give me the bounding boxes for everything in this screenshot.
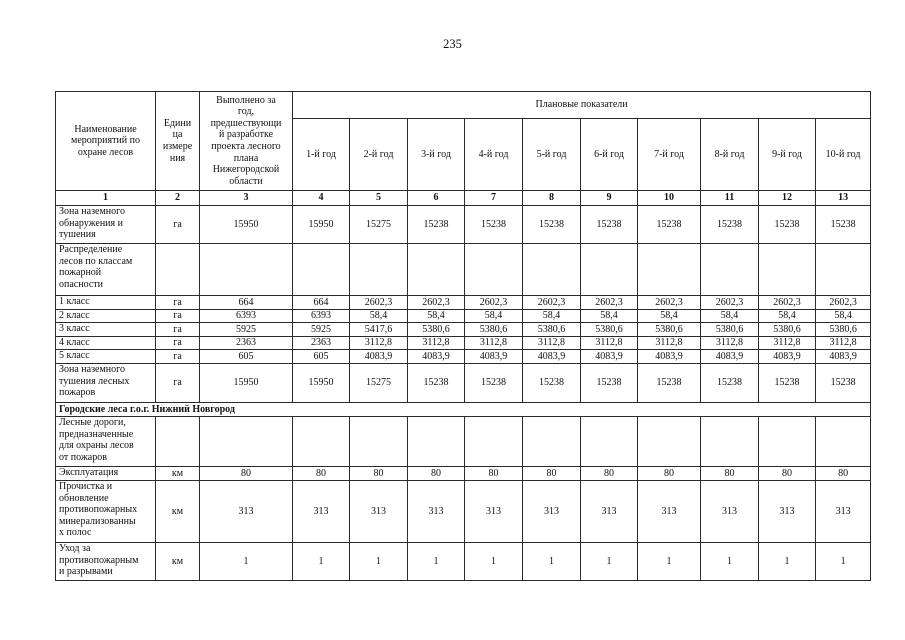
row-name: 3 класс xyxy=(56,323,156,337)
row-value: 58,4 xyxy=(465,309,523,323)
column-number: 2 xyxy=(156,191,200,206)
row-value: 1 xyxy=(408,542,465,580)
row-value: 2602,3 xyxy=(701,296,759,310)
row-done: 5925 xyxy=(200,323,293,337)
row-value: 15238 xyxy=(581,363,638,402)
row-value: 15238 xyxy=(759,363,816,402)
row-unit xyxy=(156,244,200,296)
row-name: 4 класс xyxy=(56,336,156,350)
column-number: 10 xyxy=(638,191,701,206)
header-name: Наименование мероприятий по охране лесов xyxy=(56,92,156,191)
row-unit: га xyxy=(156,350,200,364)
table-body xyxy=(56,206,871,581)
row-value: 3112,8 xyxy=(350,336,408,350)
row-name: Уход за противопожарным и разрывами xyxy=(56,542,156,580)
row-value: 4083,9 xyxy=(465,350,523,364)
row-value: 2602,3 xyxy=(581,296,638,310)
row-value xyxy=(408,244,465,296)
row-value: 4083,9 xyxy=(350,350,408,364)
row-done: 1 xyxy=(200,542,293,580)
row-done: 2363 xyxy=(200,336,293,350)
row-value: 15238 xyxy=(523,363,581,402)
row-name: Зона наземного обнаружения и тушения xyxy=(56,206,156,244)
row-value: 15238 xyxy=(408,363,465,402)
row-value: 15238 xyxy=(465,363,523,402)
row-value: 313 xyxy=(293,480,350,542)
row-value xyxy=(408,416,465,466)
row-value xyxy=(816,416,871,466)
section-title: Городские леса г.о.г. Нижний Новгород xyxy=(56,402,871,416)
column-number: 6 xyxy=(408,191,465,206)
table-row xyxy=(56,416,871,466)
row-value: 80 xyxy=(759,466,816,480)
row-value xyxy=(465,244,523,296)
row-value xyxy=(581,244,638,296)
row-name: Лесные дороги, предназначенные для охраны лесов от пожаров xyxy=(56,416,156,466)
header-year: 9-й год xyxy=(759,119,816,191)
row-done: 6393 xyxy=(200,309,293,323)
row-value: 6393 xyxy=(293,309,350,323)
row-value: 80 xyxy=(408,466,465,480)
row-value: 2602,3 xyxy=(350,296,408,310)
row-value: 3112,8 xyxy=(701,336,759,350)
row-value xyxy=(638,416,701,466)
row-value xyxy=(816,244,871,296)
header-year: 1-й год xyxy=(293,119,350,191)
header-row-1 xyxy=(56,92,871,119)
row-value: 3112,8 xyxy=(408,336,465,350)
row-value: 313 xyxy=(581,480,638,542)
header-year: 5-й год xyxy=(523,119,581,191)
row-value: 2602,3 xyxy=(816,296,871,310)
row-value: 5380,6 xyxy=(523,323,581,337)
column-number: 4 xyxy=(293,191,350,206)
row-value: 15275 xyxy=(350,363,408,402)
row-value xyxy=(759,416,816,466)
row-value: 5925 xyxy=(293,323,350,337)
row-value xyxy=(759,244,816,296)
row-value: 3112,8 xyxy=(759,336,816,350)
row-value: 1 xyxy=(759,542,816,580)
row-value: 5380,6 xyxy=(581,323,638,337)
row-value: 1 xyxy=(350,542,408,580)
row-unit: га xyxy=(156,336,200,350)
row-value: 2602,3 xyxy=(638,296,701,310)
row-value: 3112,8 xyxy=(523,336,581,350)
row-done: 313 xyxy=(200,480,293,542)
row-value: 4083,9 xyxy=(581,350,638,364)
fire-protection-table xyxy=(55,91,871,581)
row-value: 15238 xyxy=(759,206,816,244)
row-name: Распределение лесов по классам пожарной опасности xyxy=(56,244,156,296)
header-year: 2-й год xyxy=(350,119,408,191)
row-value: 80 xyxy=(293,466,350,480)
header-year: 3-й год xyxy=(408,119,465,191)
column-number: 8 xyxy=(523,191,581,206)
row-value: 15950 xyxy=(293,206,350,244)
row-value: 2363 xyxy=(293,336,350,350)
row-value xyxy=(350,244,408,296)
row-value: 664 xyxy=(293,296,350,310)
row-unit: га xyxy=(156,323,200,337)
row-value: 5380,6 xyxy=(638,323,701,337)
row-unit: га xyxy=(156,309,200,323)
row-name: 5 класс xyxy=(56,350,156,364)
row-value: 313 xyxy=(816,480,871,542)
row-value: 1 xyxy=(465,542,523,580)
table-row xyxy=(56,336,871,350)
table-row xyxy=(56,363,871,402)
row-value: 58,4 xyxy=(638,309,701,323)
row-value: 15238 xyxy=(816,363,871,402)
row-value xyxy=(701,416,759,466)
header-year: 6-й год xyxy=(581,119,638,191)
table-row xyxy=(56,296,871,310)
row-value: 15238 xyxy=(638,363,701,402)
row-value: 80 xyxy=(816,466,871,480)
row-value: 80 xyxy=(523,466,581,480)
table-row xyxy=(56,350,871,364)
row-value xyxy=(701,244,759,296)
row-value: 2602,3 xyxy=(465,296,523,310)
row-value: 313 xyxy=(408,480,465,542)
row-value: 313 xyxy=(523,480,581,542)
table-row xyxy=(56,480,871,542)
row-value: 2602,3 xyxy=(759,296,816,310)
row-value: 1 xyxy=(638,542,701,580)
column-number-row xyxy=(56,191,871,206)
row-value: 58,4 xyxy=(581,309,638,323)
row-value: 80 xyxy=(465,466,523,480)
row-value: 15238 xyxy=(581,206,638,244)
row-done xyxy=(200,416,293,466)
row-value: 15238 xyxy=(465,206,523,244)
row-value: 1 xyxy=(293,542,350,580)
row-unit: га xyxy=(156,206,200,244)
row-name: Эксплуатация xyxy=(56,466,156,480)
row-value: 15238 xyxy=(701,363,759,402)
row-value: 3112,8 xyxy=(638,336,701,350)
row-value: 80 xyxy=(350,466,408,480)
column-number: 7 xyxy=(465,191,523,206)
row-name: Прочистка и обновление противопожарных минерализованны х полос xyxy=(56,480,156,542)
row-value: 5417,6 xyxy=(350,323,408,337)
row-value: 313 xyxy=(701,480,759,542)
row-value: 15238 xyxy=(523,206,581,244)
row-value: 1 xyxy=(701,542,759,580)
row-unit: км xyxy=(156,542,200,580)
row-value xyxy=(293,244,350,296)
row-value xyxy=(523,244,581,296)
row-value: 313 xyxy=(638,480,701,542)
row-value: 80 xyxy=(638,466,701,480)
row-value: 1 xyxy=(523,542,581,580)
row-value: 5380,6 xyxy=(701,323,759,337)
row-value: 15950 xyxy=(293,363,350,402)
row-done: 80 xyxy=(200,466,293,480)
column-number: 12 xyxy=(759,191,816,206)
header-unit: Едини ца измере ния xyxy=(156,92,200,191)
row-value: 4083,9 xyxy=(408,350,465,364)
row-value: 5380,6 xyxy=(408,323,465,337)
table-row xyxy=(56,542,871,580)
row-value: 313 xyxy=(759,480,816,542)
row-value: 3112,8 xyxy=(581,336,638,350)
row-value: 1 xyxy=(581,542,638,580)
row-value: 4083,9 xyxy=(638,350,701,364)
table-row xyxy=(56,323,871,337)
row-unit xyxy=(156,416,200,466)
row-value: 80 xyxy=(581,466,638,480)
row-value xyxy=(350,416,408,466)
table-row xyxy=(56,206,871,244)
row-unit: га xyxy=(156,363,200,402)
row-name: 2 класс xyxy=(56,309,156,323)
row-value: 4083,9 xyxy=(523,350,581,364)
table-row xyxy=(56,466,871,480)
header-year: 4-й год xyxy=(465,119,523,191)
row-done: 664 xyxy=(200,296,293,310)
row-value: 5380,6 xyxy=(759,323,816,337)
row-value: 313 xyxy=(350,480,408,542)
column-number: 1 xyxy=(56,191,156,206)
row-value: 5380,6 xyxy=(465,323,523,337)
row-value: 4083,9 xyxy=(759,350,816,364)
row-unit: км xyxy=(156,480,200,542)
row-unit: га xyxy=(156,296,200,310)
row-value: 15275 xyxy=(350,206,408,244)
row-value: 5380,6 xyxy=(816,323,871,337)
row-done xyxy=(200,244,293,296)
row-value: 4083,9 xyxy=(816,350,871,364)
section-row xyxy=(56,402,871,416)
row-done: 15950 xyxy=(200,206,293,244)
header-done: Выполнено за год, предшествующи й разработке проекта лесного плана Нижегородской области xyxy=(200,92,293,191)
row-value: 313 xyxy=(465,480,523,542)
row-value xyxy=(638,244,701,296)
header-year: 7-й год xyxy=(638,119,701,191)
column-number: 5 xyxy=(350,191,408,206)
row-name: 1 класс xyxy=(56,296,156,310)
row-value: 58,4 xyxy=(408,309,465,323)
row-value: 1 xyxy=(816,542,871,580)
row-value: 58,4 xyxy=(350,309,408,323)
column-number: 3 xyxy=(200,191,293,206)
row-value: 3112,8 xyxy=(816,336,871,350)
row-value xyxy=(293,416,350,466)
table-row xyxy=(56,309,871,323)
row-value: 4083,9 xyxy=(701,350,759,364)
row-value: 605 xyxy=(293,350,350,364)
row-value: 15238 xyxy=(408,206,465,244)
header-year: 8-й год xyxy=(701,119,759,191)
row-value: 80 xyxy=(701,466,759,480)
row-done: 605 xyxy=(200,350,293,364)
column-number: 9 xyxy=(581,191,638,206)
row-value: 2602,3 xyxy=(523,296,581,310)
row-value: 58,4 xyxy=(701,309,759,323)
row-value: 2602,3 xyxy=(408,296,465,310)
row-done: 15950 xyxy=(200,363,293,402)
row-value: 3112,8 xyxy=(465,336,523,350)
column-number: 11 xyxy=(701,191,759,206)
table-header xyxy=(56,92,871,206)
row-value xyxy=(465,416,523,466)
row-value: 15238 xyxy=(638,206,701,244)
row-unit: км xyxy=(156,466,200,480)
header-year: 10-й год xyxy=(816,119,871,191)
page-number: 235 xyxy=(443,37,462,51)
row-value: 58,4 xyxy=(523,309,581,323)
row-value: 58,4 xyxy=(759,309,816,323)
row-value: 58,4 xyxy=(816,309,871,323)
column-number: 13 xyxy=(816,191,871,206)
row-value: 15238 xyxy=(816,206,871,244)
row-value: 15238 xyxy=(701,206,759,244)
table-row xyxy=(56,244,871,296)
header-planned: Плановые показатели xyxy=(293,92,871,119)
row-value xyxy=(523,416,581,466)
row-name: Зона наземного тушения лесных пожаров xyxy=(56,363,156,402)
row-value xyxy=(581,416,638,466)
